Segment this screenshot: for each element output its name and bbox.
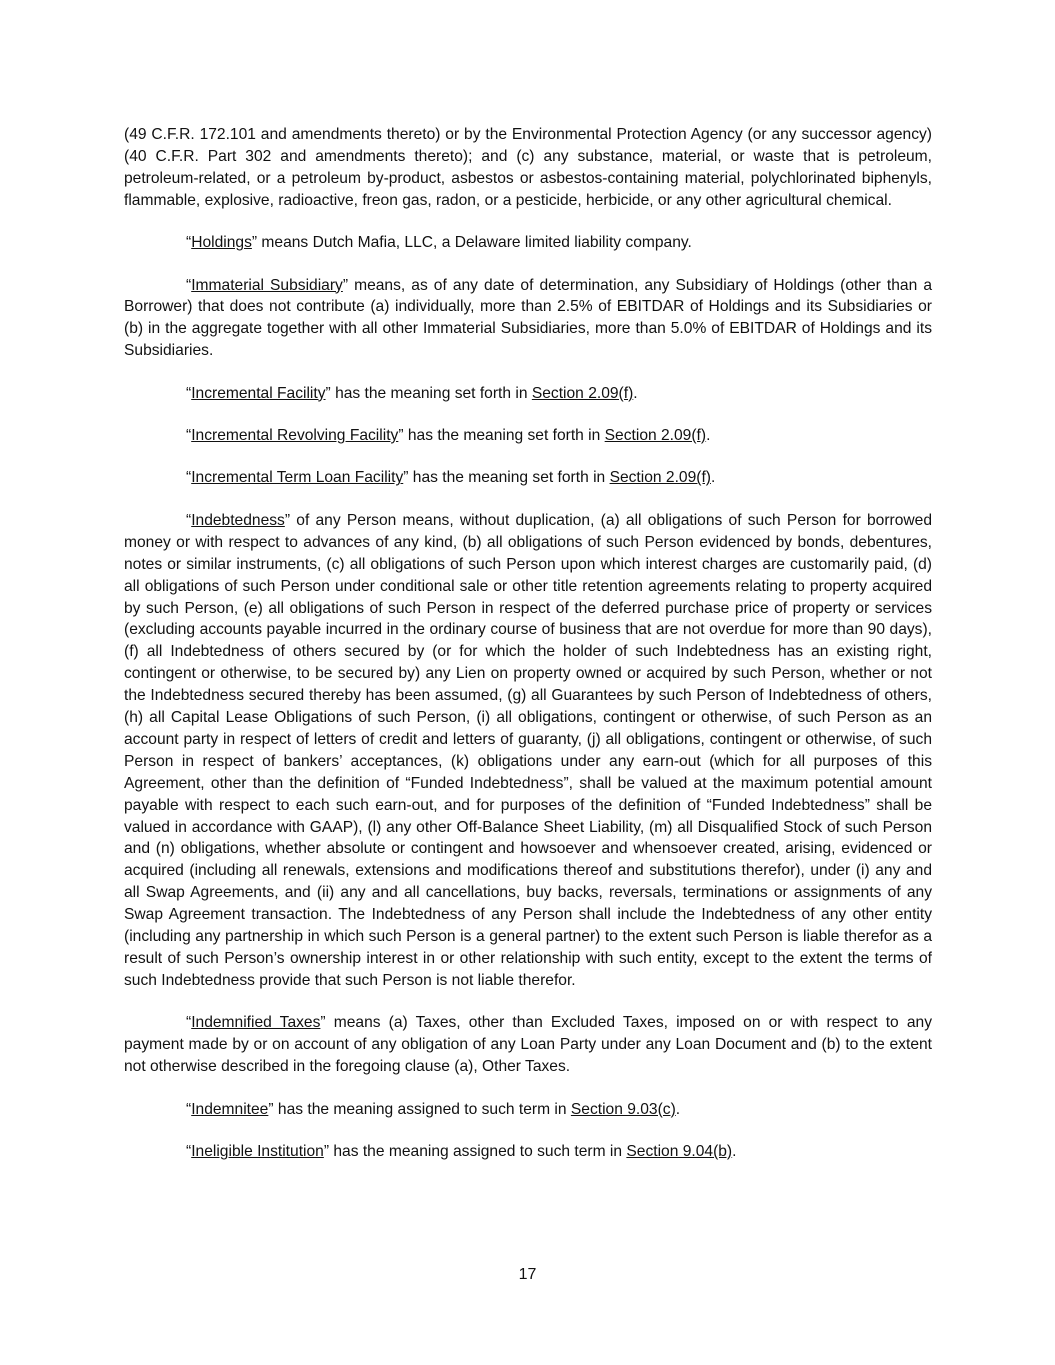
section-reference: Section 2.09(f) xyxy=(609,469,711,487)
open-quote: “ xyxy=(186,384,192,402)
close-quote: ” xyxy=(342,276,349,294)
section-reference: Section 2.09(f) xyxy=(604,427,707,445)
defined-term: Incremental Revolving Facility xyxy=(191,427,399,445)
page-number: 17 xyxy=(518,1266,537,1283)
defined-term: Holdings xyxy=(191,234,252,252)
defined-term: Immaterial Subsidiary xyxy=(191,276,343,294)
definition-text: of any Person means, without duplication, (a) all obligations of such Person for borrowed money or with respect to advances of any kind, (b) all obligations of such Person evidenced by bonds, debentures, notes or similar instruments, (c) all obligations of such Person upon which interest charges are customarily paid, (d) all obligations of such Person under conditional sale or other title retention agreements relating to property acquired by such Person, (e) all obligations of such Person in respect of the deferred purchase price of property or services (excluding accounts payable incurred in the ordinary course of business that are not overdue for more than 90 days), (f) all Indebtedness of others secured by (or for which the holder of such Indebtedness has an existing right, contingent or otherwise, to be secured by) any Lien on property owned or acquired by such Person, whether or not the Indebtedness secured thereby has been assumed, (g) all Guarantees by such Person of Indebtedness of others, (h) all Capital Lease Obligations of such Person, (i) all obligations, contingent or otherwise, of such Person as an account party in respect of letters of credit and letters of guaranty, (j) all obligations, contingent or otherwise, of such Person in respect of bankers’ acceptances, (k) obligations under any earn-out (which for all purposes of this Agreement, other than the definition of “Funded Indebtedness”, shall be valued at the maximum potential amount payable with respect to each such earn-out, and for purposes of the definition of “Funded Indebtedness” shall be valued in accordance with GAAP), (l) any other Off-Balance Sheet Liability, (m) all Disqualified Stock of such Person and (n) obligations, whether absolute or contingent and howsoever and whensoever created, arising, evidenced or acquired (including all renewals, extensions and modifications thereof and substitutions therefor), under (i) any and all Swap Agreements, and (ii) any and all cancellations, buy backs, reversals, terminations or assignments of any Swap Agreement transaction. The Indebtedness of any Person shall include the Indebtedness of any other entity (including any partnership in which such Person is a general partner) to the extent such Person is liable therefor as a result of such Person’s ownership interest in or other relationship with such entity, except to the extent the terms of such Indebtedness provide that such Person is not liable therefor. xyxy=(124,511,932,989)
open-quote: “ xyxy=(186,427,192,445)
paragraph-hazardous-materials-continued xyxy=(124,124,932,212)
definition-text: means, as of any date of determination, any Subsidiary of Holdings (other than a Borrower) that does not contribute (a) individually, more than 2.5% of EBITDAR of Holdings and its Subsidiaries or (b) in the aggregate together with all other Immaterial Subsidiaries, more than 5.0% of EBITDAR of Holdings and its Subsidiaries. xyxy=(124,276,932,360)
close-quote: ” xyxy=(251,234,258,252)
definition-indemnitee xyxy=(124,1099,932,1121)
defined-term: Indemnified Taxes xyxy=(191,1014,321,1032)
period: . xyxy=(732,1142,737,1160)
paragraph-text: (49 C.F.R. 172.101 and amendments thereto) or by the Environmental Protection Agency (or any successor agency) (40 C.F.R. Part 302 and amendments thereto); and (c) any substance, material, or waste that is petroleum, petroleum-related, or a petroleum by-product, asbestos or asbestos-containing material, polychlorinated biphenyls, flammable, explosive, radioactive, freon gas, radon, or a pesticide, herbicide, or any other agricultural chemical. xyxy=(124,126,932,209)
section-reference: Section 9.03(c) xyxy=(570,1100,676,1118)
definition-text: means (a) Taxes, other than Excluded Taxes, imposed on or with respect to any payment made by or on account of any obligation of any Loan Party under any Loan Document and (b) to the extent not otherwise described in the foregoing clause (a), Other Taxes. xyxy=(124,1014,933,1076)
definition-indebtedness xyxy=(124,510,932,992)
definition-incremental-revolving-facility xyxy=(124,425,932,447)
defined-term: Incremental Term Loan Facility xyxy=(191,469,404,487)
open-quote: “ xyxy=(186,1014,192,1032)
definition-holdings xyxy=(124,232,932,254)
definition-incremental-facility xyxy=(124,383,932,405)
document-body xyxy=(124,124,932,1183)
defined-term: Indebtedness xyxy=(191,511,285,529)
period: . xyxy=(675,1100,681,1118)
definition-incremental-term-loan-facility xyxy=(124,467,932,489)
definition-text: has the meaning assigned to such term in xyxy=(273,1100,571,1118)
definition-ineligible-institution xyxy=(124,1141,932,1163)
open-quote: “ xyxy=(186,1142,192,1160)
definition-text: means Dutch Mafia, LLC, a Delaware limited liability company. xyxy=(257,234,692,252)
close-quote: ” xyxy=(398,427,404,445)
definition-text: has the meaning set forth in xyxy=(330,384,532,402)
definition-text: has the meaning set forth in xyxy=(408,469,610,487)
close-quote: ” xyxy=(268,1100,274,1118)
period: . xyxy=(706,427,711,445)
close-quote: ” xyxy=(323,1142,330,1160)
open-quote: “ xyxy=(186,469,192,487)
open-quote: “ xyxy=(186,1100,192,1118)
definition-indemnified-taxes xyxy=(124,1012,932,1078)
defined-term: Incremental Facility xyxy=(191,384,326,402)
open-quote: “ xyxy=(186,511,192,529)
period: . xyxy=(710,469,716,487)
open-quote: “ xyxy=(186,276,192,294)
close-quote: ” xyxy=(403,469,409,487)
close-quote: ” xyxy=(284,511,291,529)
section-reference: Section 2.09(f) xyxy=(531,384,634,402)
defined-term: Ineligible Institution xyxy=(191,1142,324,1160)
close-quote: ” xyxy=(320,1014,326,1032)
definition-text: has the meaning set forth in xyxy=(403,427,605,445)
defined-term: Indemnitee xyxy=(191,1100,269,1118)
definition-text: has the meaning assigned to such term in xyxy=(329,1142,627,1160)
definition-immaterial-subsidiary xyxy=(124,275,932,363)
close-quote: ” xyxy=(325,384,331,402)
section-reference: Section 9.04(b) xyxy=(626,1142,733,1160)
open-quote: “ xyxy=(186,234,192,252)
period: . xyxy=(633,384,638,402)
